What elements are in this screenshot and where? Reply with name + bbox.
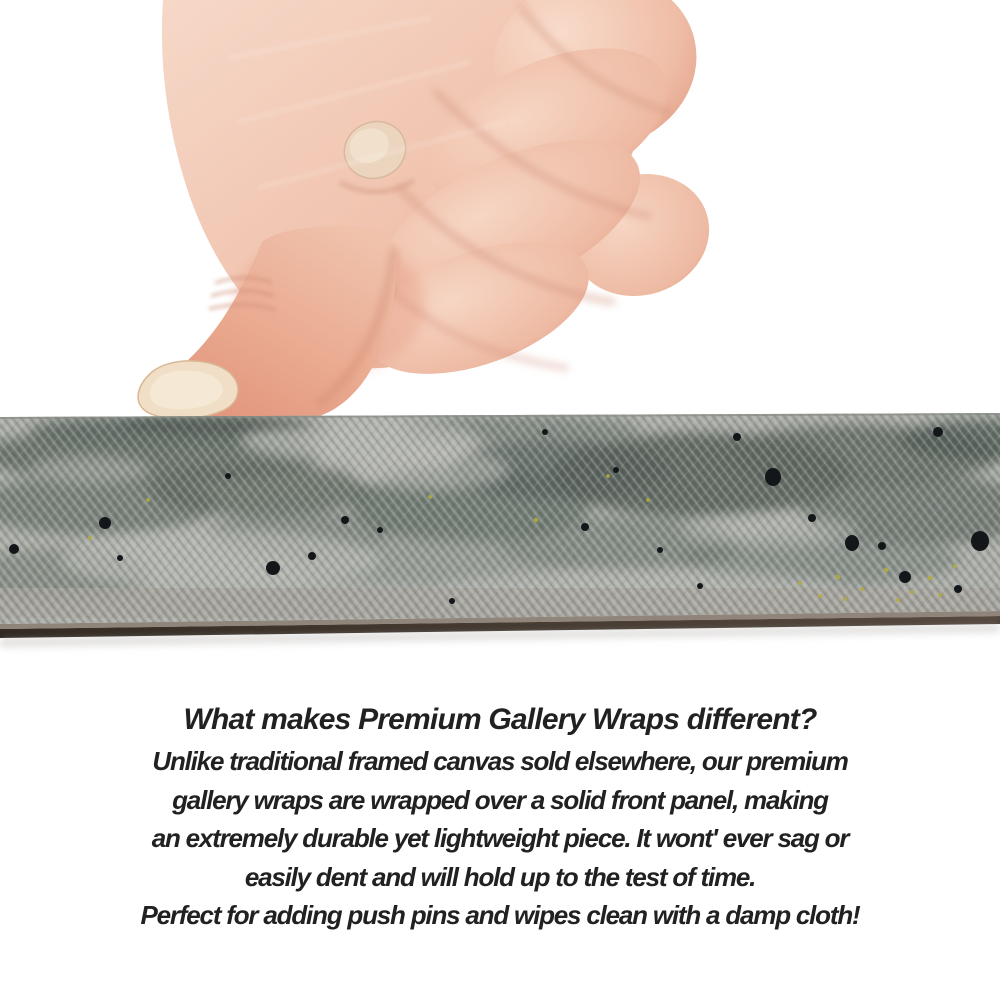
yellow-speck	[818, 594, 822, 598]
speckle	[449, 598, 455, 604]
speckle	[697, 583, 703, 589]
speckle	[266, 561, 280, 575]
caption-line-4: easily dent and will hold up to the test of time.	[244, 861, 756, 892]
yellow-speck	[843, 597, 847, 601]
speckle	[899, 571, 911, 583]
yellow-speck	[938, 593, 942, 597]
caption-line-1: Unlike traditional framed canvas sold elsewhere, our premium	[152, 746, 848, 776]
hand-photo	[138, 0, 725, 420]
speckle	[845, 535, 859, 551]
speckle	[225, 473, 231, 479]
yellow-speck	[534, 518, 539, 523]
speckle	[878, 542, 886, 550]
yellow-speck	[428, 495, 432, 499]
caption-line-3: an extremely durable yet lightweight piece. It wont' ever sag or	[151, 823, 849, 853]
yellow-speck	[836, 575, 841, 580]
thumb-contact-shadow	[120, 416, 310, 434]
speckle	[613, 467, 619, 473]
caption-heading: What makes Premium Gallery Wraps different?	[183, 703, 817, 736]
canvas-grain	[0, 410, 1000, 630]
yellow-speck	[798, 581, 802, 585]
canvas-strip-photo	[0, 410, 1000, 647]
speckle	[808, 514, 816, 522]
speckle	[765, 468, 781, 486]
speckle	[9, 544, 19, 554]
yellow-speck	[953, 564, 957, 568]
speckle	[99, 517, 111, 529]
speckle	[341, 516, 349, 524]
speckle	[954, 585, 962, 593]
caption-line-2: gallery wraps are wrapped over a solid front panel, making	[172, 784, 828, 815]
speckle	[377, 527, 383, 533]
yellow-speck	[146, 498, 150, 502]
speckle	[971, 531, 989, 551]
yellow-speck	[928, 576, 933, 581]
speckle	[117, 555, 123, 561]
speckle	[733, 433, 741, 441]
speckle	[542, 429, 548, 435]
speckle	[308, 552, 316, 560]
yellow-speck	[646, 498, 650, 502]
caption-block	[0, 698, 1000, 935]
yellow-speck	[884, 568, 889, 573]
yellow-speck	[860, 587, 864, 591]
yellow-speck	[910, 590, 914, 594]
yellow-speck	[896, 598, 900, 602]
yellow-speck	[606, 474, 610, 478]
speckle	[657, 547, 663, 553]
speckle	[581, 523, 589, 531]
caption-line-5: Perfect for adding push pins and wipes clean with a damp cloth!	[140, 900, 860, 930]
yellow-speck	[88, 536, 92, 540]
speckle	[933, 427, 943, 437]
